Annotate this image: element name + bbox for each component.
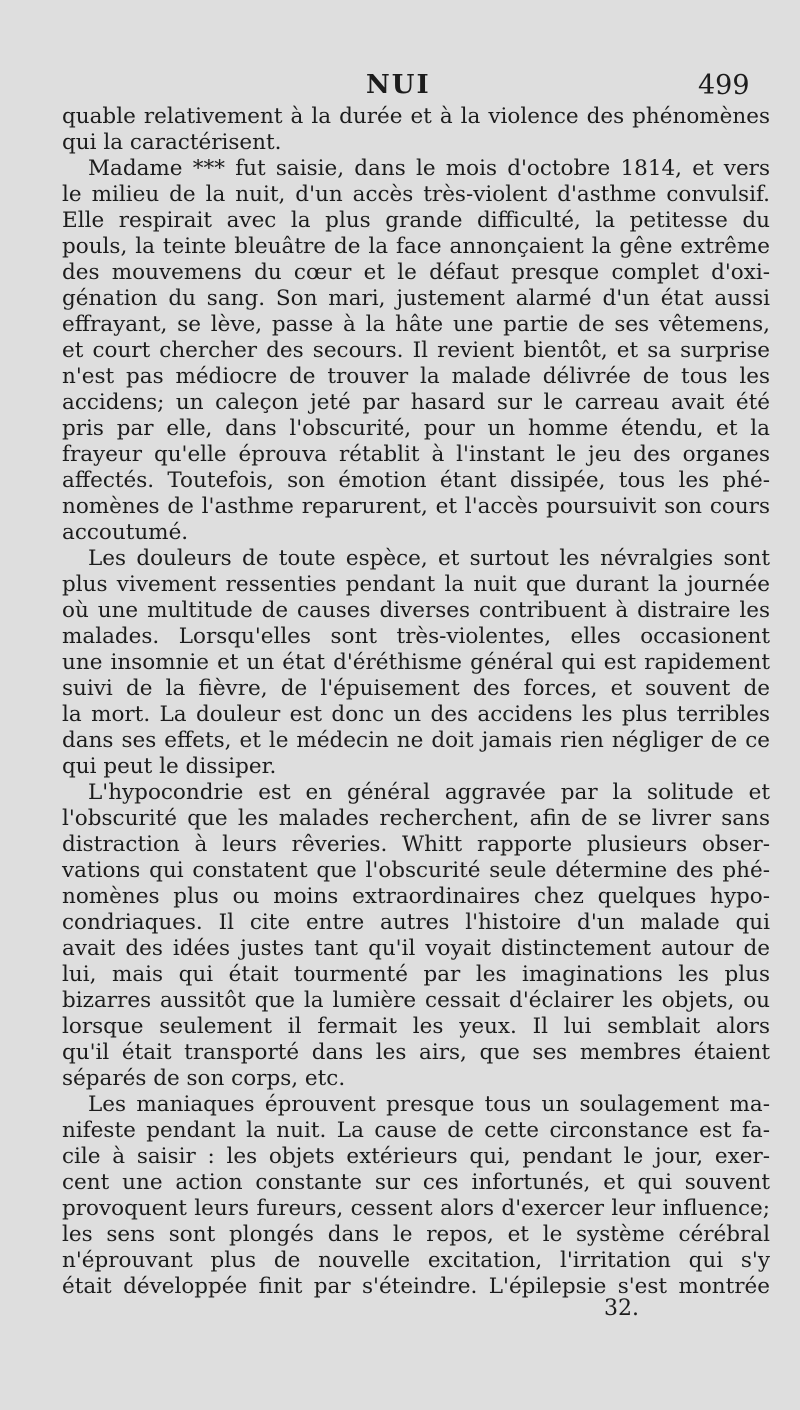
text-line: nomènes de l'asthme reparurent, et l'accès poursuivit son cours [62,494,770,519]
text-line: accidens; un caleçon jeté par hasard sur le carreau avait été [62,390,770,415]
running-head [0,70,800,106]
signature-mark: 32. [604,1296,639,1321]
text-line: l'obscurité que les malades recherchent, afin de se livrer sans [62,806,770,831]
text-line: condriaques. Il cite entre autres l'histoire d'un malade qui [62,910,770,935]
text-line: distraction à leurs rêveries. Whitt rapporte plusieurs obser- [62,832,770,857]
text-line: nifeste pendant la nuit. La cause de cette circonstance est fa- [62,1118,770,1143]
text-line: Les maniaques éprouvent presque tous un soulagement ma- [88,1092,770,1117]
text-line: suivi de la fièvre, de l'épuisement des forces, et souvent de [62,676,770,701]
text-line: plus vivement ressenties pendant la nuit que durant la journée [62,572,770,597]
text-line: des mouvemens du cœur et le défaut presque complet d'oxi- [62,260,770,285]
text-line: et court chercher des secours. Il revient bientôt, et sa surprise [62,338,770,363]
text-line: qu'il était transporté dans les airs, que ses membres étaient [62,1040,770,1065]
text-line: où une multitude de causes diverses contribuent à distraire les [62,598,770,623]
running-head-title: NUI [366,70,431,100]
text-line: séparés de son corps, etc. [62,1066,346,1091]
text-line: provoquent leurs fureurs, cessent alors d'exercer leur influence; [62,1196,770,1221]
text-line: était développée finit par s'éteindre. L'épilepsie s'est montrée [62,1274,770,1299]
text-line: lorsque seulement il fermait les yeux. Il lui semblait alors [62,1014,770,1039]
text-line: génation du sang. Son mari, justement alarmé d'un état aussi [62,286,770,311]
text-line: les sens sont plongés dans le repos, et le système cérébral [62,1222,770,1247]
text-line: vations qui constatent que l'obscurité seule détermine des phé- [62,858,770,883]
text-line: le milieu de la nuit, d'un accès très-violent d'asthme convulsif. [62,182,770,207]
text-line: cile à saisir : les objets extérieurs qui, pendant le jour, exer- [62,1144,770,1169]
text-line: n'est pas médiocre de trouver la malade délivrée de tous les [62,364,770,389]
text-line: lui, mais qui était tourmenté par les imaginations les plus [62,962,770,987]
text-line: Elle respirait avec la plus grande difficulté, la petitesse du [62,208,770,233]
text-line: frayeur qu'elle éprouva rétablit à l'instant le jeu des organes [62,442,770,467]
text-line: effrayant, se lève, passe à la hâte une partie de ses vêtemens, [62,312,770,337]
text-line: Les douleurs de toute espèce, et surtout les névralgies sont [88,546,770,571]
text-line: qui la caractérisent. [62,130,282,155]
body-text [62,104,770,1300]
text-line: avait des idées justes tant qu'il voyait distinctement autour de [62,936,770,961]
page-number: 499 [698,70,750,101]
text-line: n'éprouvant plus de nouvelle excitation, l'irritation qui s'y [62,1248,770,1273]
text-line: accoutumé. [62,520,189,545]
text-line: pris par elle, dans l'obscurité, pour un homme étendu, et la [62,416,770,441]
text-line: la mort. La douleur est donc un des accidens les plus terribles [62,702,770,727]
text-line: une insomnie et un état d'éréthisme général qui est rapidement [62,650,770,675]
text-line: quable relativement à la durée et à la violence des phénomènes [62,104,770,129]
text-line: qui peut le dissiper. [62,754,277,779]
text-line: dans ses effets, et le médecin ne doit jamais rien négliger de ce [62,728,770,753]
text-line: L'hypocondrie est en général aggravée par la solitude et [88,780,770,805]
text-line: pouls, la teinte bleuâtre de la face annonçaient la gêne extrême [62,234,770,259]
text-line: Madame *** fut saisie, dans le mois d'octobre 1814, et vers [88,156,770,181]
text-line: affectés. Toutefois, son émotion étant dissipée, tous les phé- [62,468,770,493]
text-line: cent une action constante sur ces infortunés, et qui souvent [62,1170,770,1195]
text-line: malades. Lorsqu'elles sont très-violentes, elles occasionent [62,624,770,649]
text-line: bizarres aussitôt que la lumière cessait d'éclairer les objets, ou [62,988,770,1013]
text-line: nomènes plus ou moins extraordinaires chez quelques hypo- [62,884,770,909]
